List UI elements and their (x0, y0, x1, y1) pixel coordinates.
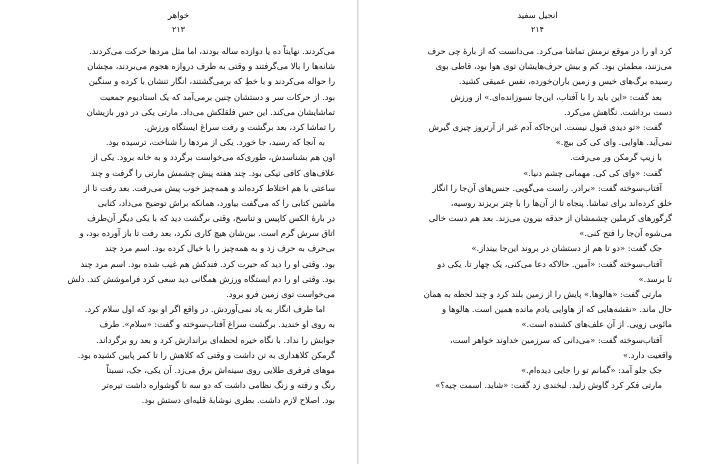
text-line: خلق کرده‌اند برای تماشا. پنجاه تا از آن‌ها را با چتر بریزند روسیه، (450, 197, 672, 208)
left-page-header (0, 0, 357, 36)
text-line: بود. از حرکات سر و دستشان چنین برمی‌آمد که یک استادیوم جمعیت (99, 91, 335, 102)
text-line: جک گفت: «دو تا هم از دستشان در بروند این‌جا بینداز.» (471, 243, 662, 254)
text-line: واقعیت دارد.» (623, 349, 672, 360)
text-line: با زیپ گرمکن ور می‌رفت. (570, 152, 662, 163)
text-line: گفت: «تو دیدی قبول نیست. این‌جاکه آدم غیر از آرتروز چیزی گیرش (428, 121, 662, 132)
text-line: بعد گفت: «این باید را با آفتاب، این‌جا نسوزانده‌ای.» از ورزش (450, 91, 662, 102)
right-page-header (359, 0, 716, 36)
right-page-number: ۲۱۴ (531, 25, 544, 34)
text-line: رسیده برگ‌های خیس و زمین باران‌خورده، نفس عمیقی کشید. (458, 76, 672, 87)
text-line: به روی او خندید. برگشت سراغ آفتاب‌سوخته و گفت: «سلام». طرف (99, 319, 335, 330)
text-line: به آنجا که رسید، جا خورد. یکی از مردها را شناخت، ترسیده بود. (105, 137, 325, 148)
text-line: بود. اصلاح لازم داشت. بطری نوشابهٔ قلیه‌ای دستش بود. (141, 395, 335, 406)
right-running-title: انجیل سفید (517, 11, 558, 21)
text-line: می‌کردند. نهایتاً ده یا دوازده ساله بودند، اما مثل مردها حرکت می‌کردند. (89, 46, 335, 56)
text-line: ساعتی با هم اختلاط کرده‌اند و همه‌چیز خوب پیش می‌رفت. بعد رفت تا از (83, 182, 335, 193)
left-page-body (22, 44, 335, 409)
text-line: اون هم بشناسدش، طوری‌که می‌خواست برگردد و به خانه برود. یکی از (91, 152, 335, 163)
text-line: در بارهٔ الکس کاپیس و تناسخ، وقتی برگشت دید که با یکی دیگر آن‌طرف (87, 213, 335, 224)
text-line: جک جلو آمد: «گمانم تو را جایی دیده‌ام.» (521, 364, 662, 375)
text-line: مارتی گفت: «هالو‌ها.» پایش را از زمین بلند کرد و چند لحظه به همان (423, 289, 662, 299)
right-page-body (411, 44, 672, 393)
text-line: گرگورهای کرملین چشمشان از حدقه بیرون می‌زند. بعد هم دست خالی (428, 213, 672, 224)
text-line: جوابش را نداد. با نگاه خیره لحظه‌ای براندازش کرد و بعد رو برگرداند. (96, 334, 335, 345)
text-line: شانه‌ها را بالا می‌گرفتند و وقتی به طرف دروازه هجوم می‌بردند، مچشان (87, 61, 335, 72)
text-line: تماشایشان می‌کند. این حس فلقلکش می‌داد. مارتی یکی در دور بازیشان (86, 106, 335, 117)
text-line: گرمکن کلاهداری به تن داشت و وقتی که کلاهش را تا کمر پایین کشیده بود. (77, 349, 335, 360)
text-line: حال ماند. «نقشه‌هایی که از هاوایی یادم مانده همین است. هالو‌ها و (442, 304, 672, 315)
text-line: ماشین کتابی را که می‌گفت بیاورد، همانکه براش توضیح می‌داد، کتابی (97, 197, 335, 208)
text-line: بود. وقتی او را دم ایستگاه ورزش همگانی دید سعی کرد فراموشش کند. دلش (67, 273, 335, 284)
text-line: آفتاب‌سوخته گفت: «برادر. راست می‌گویی. جنس‌های آن‌جا را انگار (432, 182, 662, 193)
left-page-number: ۲۱۳ (172, 25, 185, 34)
text-line: گفت: «وای کی کی. مهمانی چشم دنیا.» (523, 167, 662, 178)
text-line: دست برداشت. نگاهش می‌کرد. (564, 106, 672, 117)
text-line: اتاق سرش گرم است. بین‌شان هیچ کاری نکرد، بعد رفت تا باز آورده بود، و (79, 228, 335, 239)
text-line: تا برسد.» (638, 273, 672, 284)
text-line: نمی‌آید. هاوایی. وای کی کی بیچ.» (555, 137, 672, 148)
text-line: را تماشا کرد، بعد برگشت و رفت سراغ ایستگاه ورزش. (144, 121, 335, 132)
left-page (0, 0, 358, 464)
left-running-title: خواهر (167, 11, 190, 21)
text-line: بود. وقتی او را دید که حیرت کرد. فندکش هم غیب شده بود. اسم مرد چند (80, 258, 335, 269)
text-line: بی‌حرف به حرف زد و به همه‌چیز را با خیال کرده بود. اسم مرد چند (104, 243, 335, 254)
text-line: رنگ و رفته و زنگ نظامی داشت که دو سه تا گوشواره داشت تیره‌تر (101, 380, 335, 391)
text-line: می‌شوه آن‌جا را فتح کنی.» (579, 228, 672, 239)
text-line: می‌خواست توی زمین فرو برود. (226, 289, 335, 299)
text-line: آفتاب‌سوخته گفت: «می‌دانی که سرزمین خداوند خواهر است، (449, 334, 662, 345)
text-line: می‌زنند، مطمئن بود. کم و بیش حرف‌هایشان توی هوا بود، قاطی بوی (435, 61, 672, 72)
text-line: کرد او را در موقع نرمش تماشا می‌کرد. می‌دانست که از بارهٔ چی حرف (427, 46, 672, 56)
text-line: را حواله می‌کردند و با خطِ که برمی‌گشتند، انگار تنشان با کرده و سنگین (88, 76, 335, 87)
text-line: علاف‌های کافی تیکی بود. چند هفته پیش چشمش مارتی را گرفت و چند (90, 167, 335, 178)
text-line: موهای فرفری طلایی روی سینه‌اش برق می‌زد. آن یکی، جک، نسبتاً (106, 364, 335, 375)
text-line: مارتی فکر کرد گاوش زلید. لبخندی زد گفت: «شاید. اسمت چیه؟» (435, 380, 662, 391)
text-line: اما طرف انگار به یاد نمی‌آوردش. در واقع اگر او بود که اول سلام کرد. (84, 304, 325, 315)
text-line: مائوبی زویی. از آن علف‌های کشنده است.» (521, 319, 672, 330)
text-line: آفتاب‌سوخته گفت: «آمین. حالاکه دعا می‌کنی، یک چهار تا. یکی دو (437, 258, 662, 269)
right-page (358, 0, 716, 464)
